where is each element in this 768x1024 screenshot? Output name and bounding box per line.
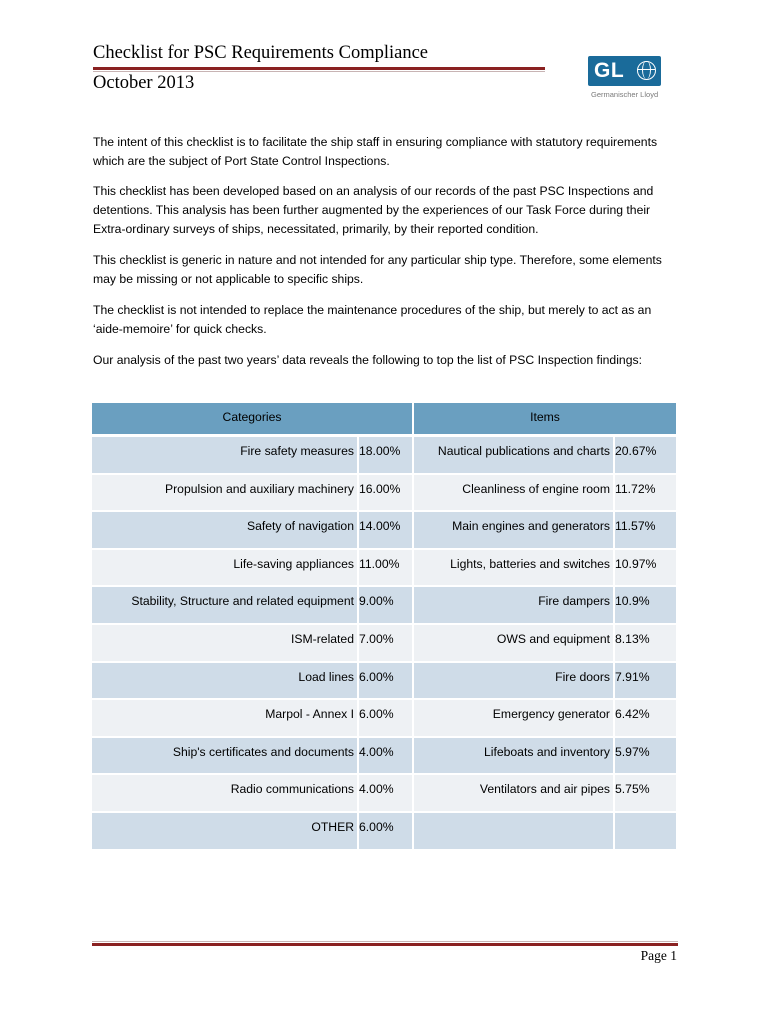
table-cell-item-name: Lights, batteries and switches — [414, 550, 613, 586]
page-number: Page 1 — [640, 948, 677, 963]
table-cell-item-percent: 11.57% — [615, 512, 676, 548]
footer-rule-thick — [92, 943, 678, 946]
table-cell-category-percent: 11.00% — [359, 550, 412, 586]
table-cell-category-percent: 9.00% — [359, 587, 412, 623]
table-cell-item-name: OWS and equipment — [414, 625, 613, 661]
table-cell-category-name: Safety of navigation — [92, 512, 357, 548]
findings-paragraph: Our analysis of the past two years’ data reveals the following to top the list of PSC Inspection findings: — [93, 353, 642, 367]
table-cell-item-percent: 5.97% — [615, 738, 676, 774]
table-cell-item-percent: 5.75% — [615, 775, 676, 811]
analysis-paragraph: This checklist has been developed based on an analysis of our records of the past PSC Inspections and detentions. This analysis has been further augmented by the experiences of our Task Force during their Extra-ordinary surveys of ships, necessitated, primarily, by their reported condition. — [93, 184, 654, 236]
table-cell-category-percent: 6.00% — [359, 813, 412, 849]
table-cell-category-name: ISM-related — [92, 625, 357, 661]
table-cell-category-percent: 4.00% — [359, 775, 412, 811]
maintenance-paragraph: The checklist is not intended to replace the maintenance procedures of the ship, but merely to act as an ‘aide-memoire’ for quick checks. — [93, 303, 652, 336]
table-cell-item-percent: 8.13% — [615, 625, 676, 661]
findings-table — [92, 403, 677, 852]
table-cell-category-name: Propulsion and auxiliary machinery — [92, 475, 357, 511]
globe-icon — [637, 61, 656, 80]
table-cell-item-name — [414, 813, 613, 849]
table-cell-item-percent: 7.91% — [615, 663, 676, 699]
table-cell-category-name: Fire safety measures — [92, 437, 357, 473]
table-cell-item-percent: 20.67% — [615, 437, 676, 473]
footer-rule-thin — [92, 941, 678, 942]
table-cell-category-percent: 16.00% — [359, 475, 412, 511]
table-header-categories: Categories — [92, 403, 412, 434]
table-cell-category-percent: 18.00% — [359, 437, 412, 473]
table-cell-category-name: Radio communications — [92, 775, 357, 811]
table-cell-item-percent — [615, 813, 676, 849]
table-cell-item-name: Ventilators and air pipes — [414, 775, 613, 811]
table-cell-item-name: Cleanliness of engine room — [414, 475, 613, 511]
table-cell-category-percent: 7.00% — [359, 625, 412, 661]
intro-paragraph: The intent of this checklist is to facilitate the ship staff in ensuring compliance with statutory requirements which are the subject of Port State Control Inspections. — [93, 135, 658, 168]
header-rule-thick — [93, 67, 545, 70]
table-cell-item-name: Main engines and generators — [414, 512, 613, 548]
document-title: Checklist for PSC Requirements Compliance — [93, 43, 429, 63]
table-cell-category-name: OTHER — [92, 813, 357, 849]
table-cell-category-name: Load lines — [92, 663, 357, 699]
table-cell-item-name: Nautical publications and charts — [414, 437, 613, 473]
table-cell-category-name: Marpol - Annex I — [92, 700, 357, 736]
table-cell-item-name: Fire doors — [414, 663, 613, 699]
table-cell-item-name: Fire dampers — [414, 587, 613, 623]
table-cell-category-percent: 6.00% — [359, 663, 412, 699]
table-cell-category-percent: 14.00% — [359, 512, 412, 548]
table-cell-item-percent: 10.97% — [615, 550, 676, 586]
table-cell-category-percent: 4.00% — [359, 738, 412, 774]
company-logo — [588, 56, 661, 86]
table-header-items: Items — [414, 403, 676, 434]
table-cell-item-name: Lifeboats and inventory — [414, 738, 613, 774]
table-cell-category-name: Life-saving appliances — [92, 550, 357, 586]
logo-text: GL — [594, 59, 625, 82]
table-cell-item-percent: 11.72% — [615, 475, 676, 511]
table-cell-item-name: Emergency generator — [414, 700, 613, 736]
generic-paragraph: This checklist is generic in nature and not intended for any particular ship type. Therefore, some elements may be missing or not applicable to specific ships. — [93, 253, 662, 286]
table-cell-category-name: Stability, Structure and related equipment — [92, 587, 357, 623]
table-cell-category-percent: 6.00% — [359, 700, 412, 736]
table-cell-item-percent: 6.42% — [615, 700, 676, 736]
logo-caption: Germanischer Lloyd — [591, 90, 659, 99]
header-rule-thin — [93, 71, 545, 72]
document-date: October 2013 — [93, 73, 195, 93]
table-cell-item-percent: 10.9% — [615, 587, 676, 623]
table-cell-category-name: Ship's certificates and documents — [92, 738, 357, 774]
